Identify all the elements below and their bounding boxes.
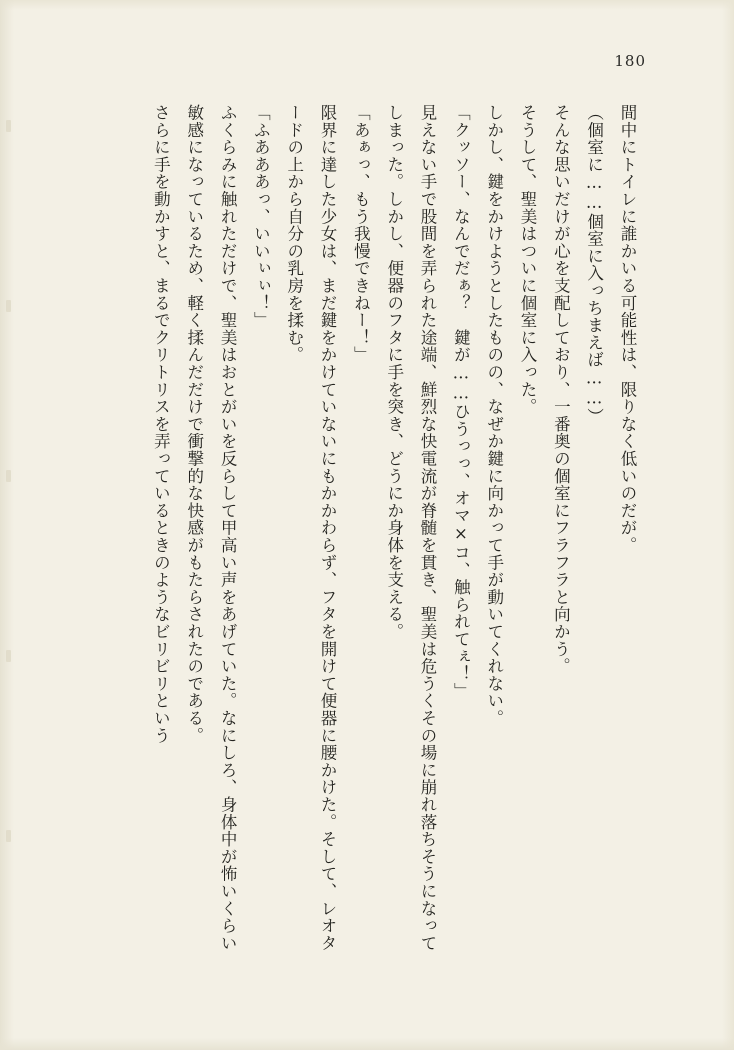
- paper-edge-top: [0, 0, 734, 10]
- paragraph: 「クッソー、なんでだぁ？ 鍵が……ひうっっ、オマ×コ、触られてぇ！」: [451, 104, 471, 700]
- paragraph: さらに手を動かすと、まるでクリトリスを弄っているときのようなビリビリという: [151, 104, 171, 745]
- margin-smudge-icon: [6, 650, 11, 662]
- page-body-text: [132, 104, 644, 962]
- paper-edge-bottom: [0, 1038, 734, 1050]
- margin-smudge-icon: [6, 470, 11, 482]
- paragraph: 限界に達した少女は、まだ鍵をかけていないにもかかわらず、フタを開けて便器に腰かけた。そして、レオタードの上から自分の乳房を揉む。: [284, 104, 338, 952]
- paragraph: 「ふあああっ、いいぃぃ！」: [251, 104, 271, 329]
- paragraph: しかし、鍵をかけようとしたものの、なぜか鍵に向かって手が動いてくれない。: [484, 104, 504, 727]
- margin-smudge-icon: [6, 300, 11, 312]
- margin-smudge-icon: [6, 830, 11, 842]
- paragraph: （個室に……個室に入っちまえば……）: [584, 104, 604, 426]
- paragraph: 「あぁっ、もう我慢できねー！」: [351, 104, 371, 364]
- paper-edge-right: [722, 0, 734, 1050]
- paragraph: そんな思いだけが心を支配しており、一番奥の個室にフラフラと向かう。: [551, 104, 571, 675]
- paragraph: ふくらみに触れただけで、聖美はおとがいを反らして甲高い声をあげていた。なにしろ、身体中が怖いくらい敏感になっているため、軽く揉んだだけで衝撃的な快感がもたらされたのである。: [184, 104, 238, 952]
- paragraph: そうして、聖美はついに個室に入った。: [518, 104, 538, 416]
- paragraph: 見えない手で股間を弄られた途端、鮮烈な快電流が脊髄を貫き、聖美は危うくその場に崩れ落ちそうになってしまった。しかし、便器のフタに手を突き、どうにか身体を支える。: [384, 104, 438, 952]
- paper-edge-left: [0, 0, 14, 1050]
- page-number: 180: [614, 52, 646, 70]
- paragraph: 間中にトイレに誰かいる可能性は、限りなく低いのだが。: [618, 104, 637, 554]
- margin-smudge-icon: [6, 120, 11, 132]
